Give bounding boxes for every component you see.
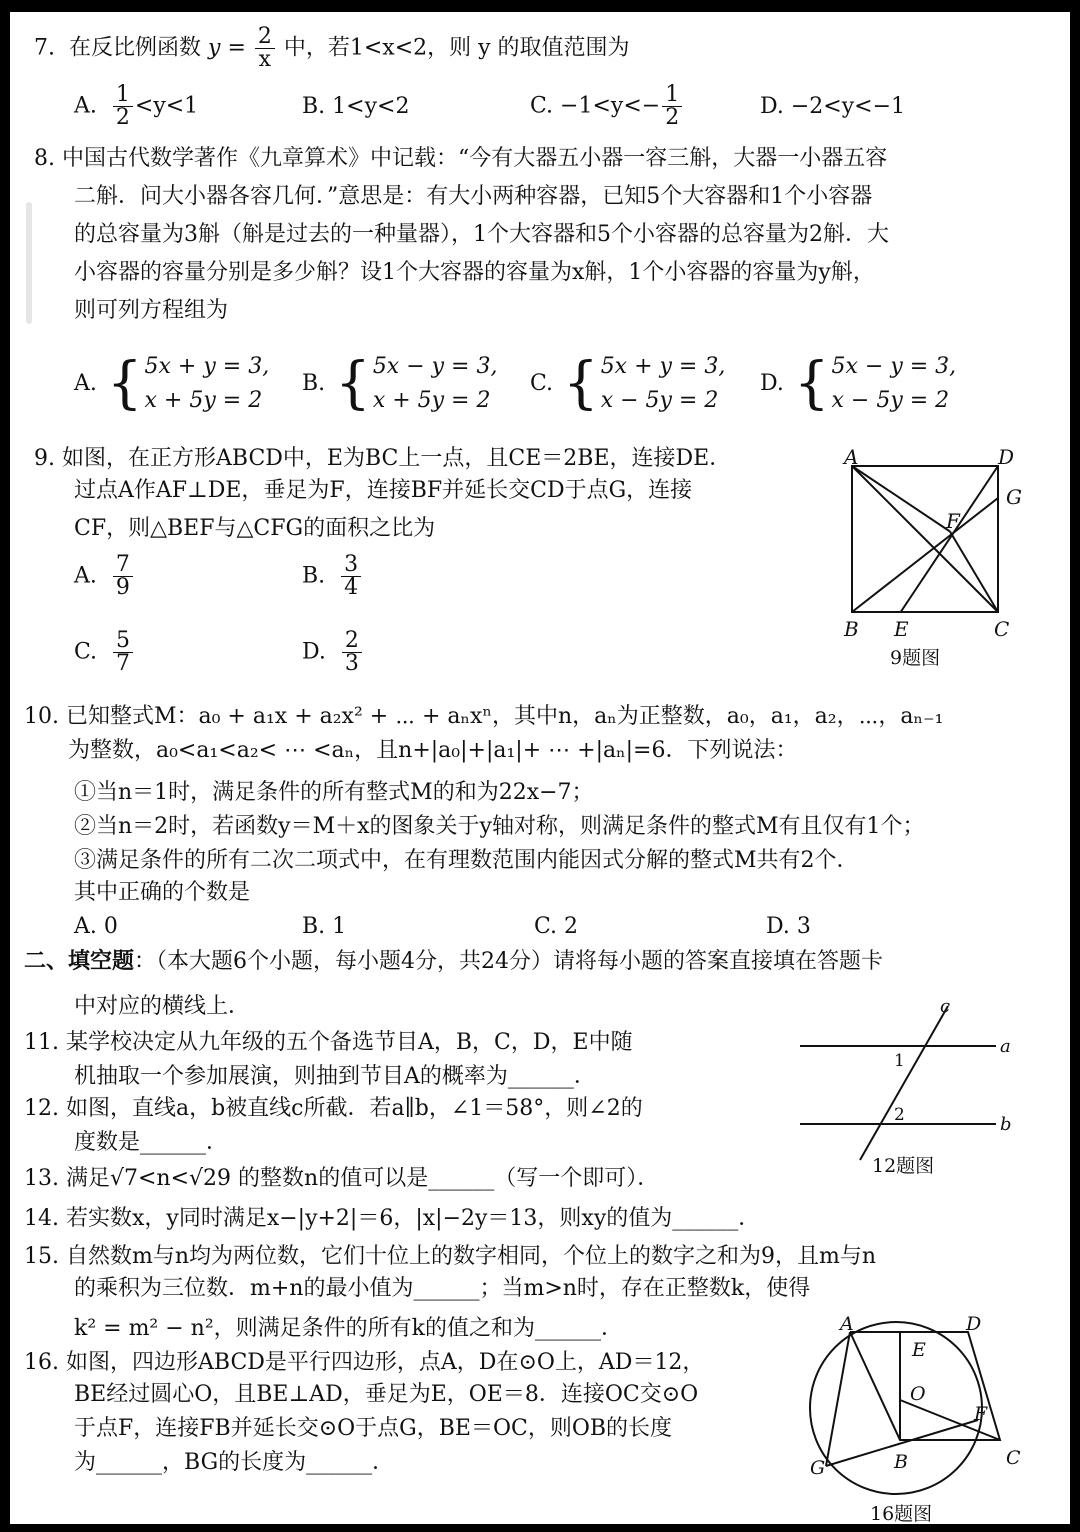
label-c: C (994, 617, 1010, 641)
segment-af (852, 466, 950, 532)
q9-option-a: A. $\frac{7}{9}$ (74, 554, 135, 599)
label-c: c (940, 996, 951, 1017)
label-g: G (810, 1457, 826, 1479)
q7-text-a: 在反比例函数 (69, 35, 202, 61)
label-e: E (894, 617, 909, 641)
q14-line-1: 14. 若实数x，y同时满足x−|y+2|＝6，|x|−2y＝13，则xy的值为______． (24, 1206, 761, 1231)
q12-caption: 12题图 (872, 1155, 935, 1176)
q15-line-2: 的乘积为三位数．m+n的最小值为______；当m>n时，存在正整数k，使得 (74, 1276, 811, 1301)
label-b: B (844, 617, 859, 641)
label-d: D (966, 1316, 982, 1335)
q16-line-2: BE经过圆心O，且BE⊥AD，垂足为E，OE＝8．连接OC交⊙O (74, 1382, 699, 1407)
q12-line-2: 度数是______． (74, 1130, 229, 1155)
segment-de (901, 466, 998, 612)
q8-line-4: 小容器的容量分别是多少斛？设1个大容器的容量为x斛，1个小容器的容量为y斛， (74, 260, 875, 285)
q7-option-b: B. 1<y<2 (302, 94, 410, 119)
q8-option-a: A. { 5x + y = 3, x + 5y = 2 (74, 351, 270, 416)
q13-line-1: 13. 满足√7<n<√29 的整数n的值可以是______（写一个即可）． (24, 1166, 660, 1191)
q16-caption: 16题图 (870, 1503, 933, 1525)
q8-option-c: C. { 5x + y = 3, x − 5y = 2 (530, 351, 726, 416)
q10-line-6: 其中正确的个数是 (74, 880, 251, 905)
label-a: A (844, 445, 859, 469)
q11-line-2: 机抽取一个参加展演，则抽到节目A的概率为______． (74, 1064, 596, 1089)
label-b: B (894, 1451, 908, 1473)
q9-option-c: C. $\frac{5}{7}$ (74, 630, 135, 675)
q7-fraction: $\frac{2}{x}$ (255, 26, 275, 71)
q7-option-c: C. −1<y<− $\frac{1}{2}$ (530, 84, 684, 129)
q16-line-4: 为______，BG的长度为______． (74, 1450, 395, 1475)
q8-line-5: 则可列方程组为 (74, 298, 229, 323)
q16-line-3: 于点F，连接FB并延长交⊙O于点G，BE＝OC，则OB的长度 (74, 1416, 673, 1441)
section-2-title: 二、填空题 (24, 948, 135, 974)
q8-option-d: D. { 5x − y = 3, x − 5y = 2 (760, 351, 957, 416)
q7-stem (34, 26, 630, 71)
q9-line-1: 9. 如图，在正方形ABCD中，E为BC上一点，且CE＝2BE，连接DE． (34, 446, 732, 471)
section-2-heading: 二、填空题：（本大题6个小题，每小题4分，共24分）请将每小题的答案直接填在答题卡 (24, 948, 884, 974)
q8-line-3: 的总容量为3斛（斛是过去的一种量器），1个大容器和5个小容器的总容量为2斛．大 (74, 222, 889, 247)
q7-function: y = (208, 35, 246, 61)
q10-line-2: 为整数，a₀<a₁<a₂< ⋯ <aₙ，且n+|a₀|+|a₁|+ ⋯ +|aₙ|=6．下列说法： (68, 738, 798, 763)
q8-line-1: 8. 中国古代数学著作《九章算术》中记载：“今有大器五小器一容三斛，大器一小器五容 (34, 146, 888, 171)
segment-ac (852, 466, 998, 612)
label-b: b (1000, 1114, 1012, 1135)
q8-line-2: 二斛．问大小器各容几何．”意思是：有大小两种容器，已知5个大容器和1个小容器 (74, 184, 873, 209)
q15-line-3: k² = m² − n²，则满足条件的所有k的值之和为______． (74, 1316, 623, 1341)
q10-option-a: A. 0 (74, 914, 118, 939)
line-c (860, 1006, 948, 1160)
label-o: O (910, 1383, 926, 1405)
q10-option-d: D. 3 (766, 914, 811, 939)
q12-line-1: 12. 如图，直线a，b被直线c所截．若a∥b，∠1＝58°，则∠2的 (24, 1096, 643, 1121)
q16-line-1: 16. 如图，四边形ABCD是平行四边形，点A，D在⊙O上，AD＝12， (24, 1350, 705, 1375)
label-f: F (946, 509, 960, 533)
label-angle-2: 2 (894, 1105, 905, 1125)
q12-figure (790, 996, 1050, 1176)
label-g: G (1006, 485, 1022, 509)
q10-option-b: B. 1 (302, 914, 347, 939)
label-f: F (974, 1403, 988, 1425)
label-c: C (1006, 1447, 1021, 1469)
q7-option-a: A. $\frac{1}{2}$ <y<1 (74, 82, 199, 130)
q10-line-5: ③满足条件的所有二次二项式中，在有理数范围内能因式分解的整式M共有2个． (74, 848, 859, 873)
label-angle-1: 1 (894, 1051, 905, 1071)
section-2-line-2: 中对应的横线上． (74, 994, 251, 1019)
q15-line-1: 15. 自然数m与n均为两位数，它们十位上的数字相同，个位上的数字之和为9，且m与n (24, 1244, 877, 1269)
q10-line-4: ②当n＝2时，若函数y＝M＋x的图象关于y轴对称，则满足条件的整式M有且仅有1个； (74, 814, 925, 839)
q8-option-b: B. { 5x − y = 3, x + 5y = 2 (302, 351, 498, 416)
q9-figure (836, 442, 1036, 672)
label-a: a (1000, 1036, 1011, 1057)
scroll-indicator (26, 202, 32, 324)
q9-line-3: CF，则△BEF与△CFG的面积之比为 (74, 516, 436, 541)
label-e: E (912, 1339, 926, 1361)
q10-line-1: 10. 已知整式M：a₀ + a₁x + a₂x² + ⋯ + aₙxⁿ，其中n，aₙ为正整数，a₀，a₁，a₂，⋯，aₙ₋₁ (24, 704, 944, 729)
q7-option-d: D. −2<y<−1 (760, 94, 905, 119)
exam-page (10, 12, 1070, 1524)
q10-option-c: C. 2 (534, 914, 579, 939)
label-a: A (840, 1316, 854, 1335)
label-d: D (998, 445, 1015, 469)
q7-number: 7. (34, 35, 55, 61)
q9-option-d: D. $\frac{2}{3}$ (302, 630, 364, 675)
q11-line-1: 11. 某学校决定从九年级的五个备选节目A，B，C，D，E中随 (24, 1030, 633, 1055)
q9-option-b: B. $\frac{3}{4}$ (302, 554, 363, 599)
q16-figure (800, 1316, 1040, 1524)
q10-line-3: ①当n＝1时，满足条件的所有整式M的和为22x−7； (74, 780, 594, 805)
q7-text-b: 中，若1<x<2，则 y 的取值范围为 (283, 35, 630, 61)
q9-line-2: 过点A作AF⊥DE，垂足为F，连接BF并延长交CD于点G，连接 (74, 478, 693, 503)
q9-caption: 9题图 (890, 647, 941, 669)
